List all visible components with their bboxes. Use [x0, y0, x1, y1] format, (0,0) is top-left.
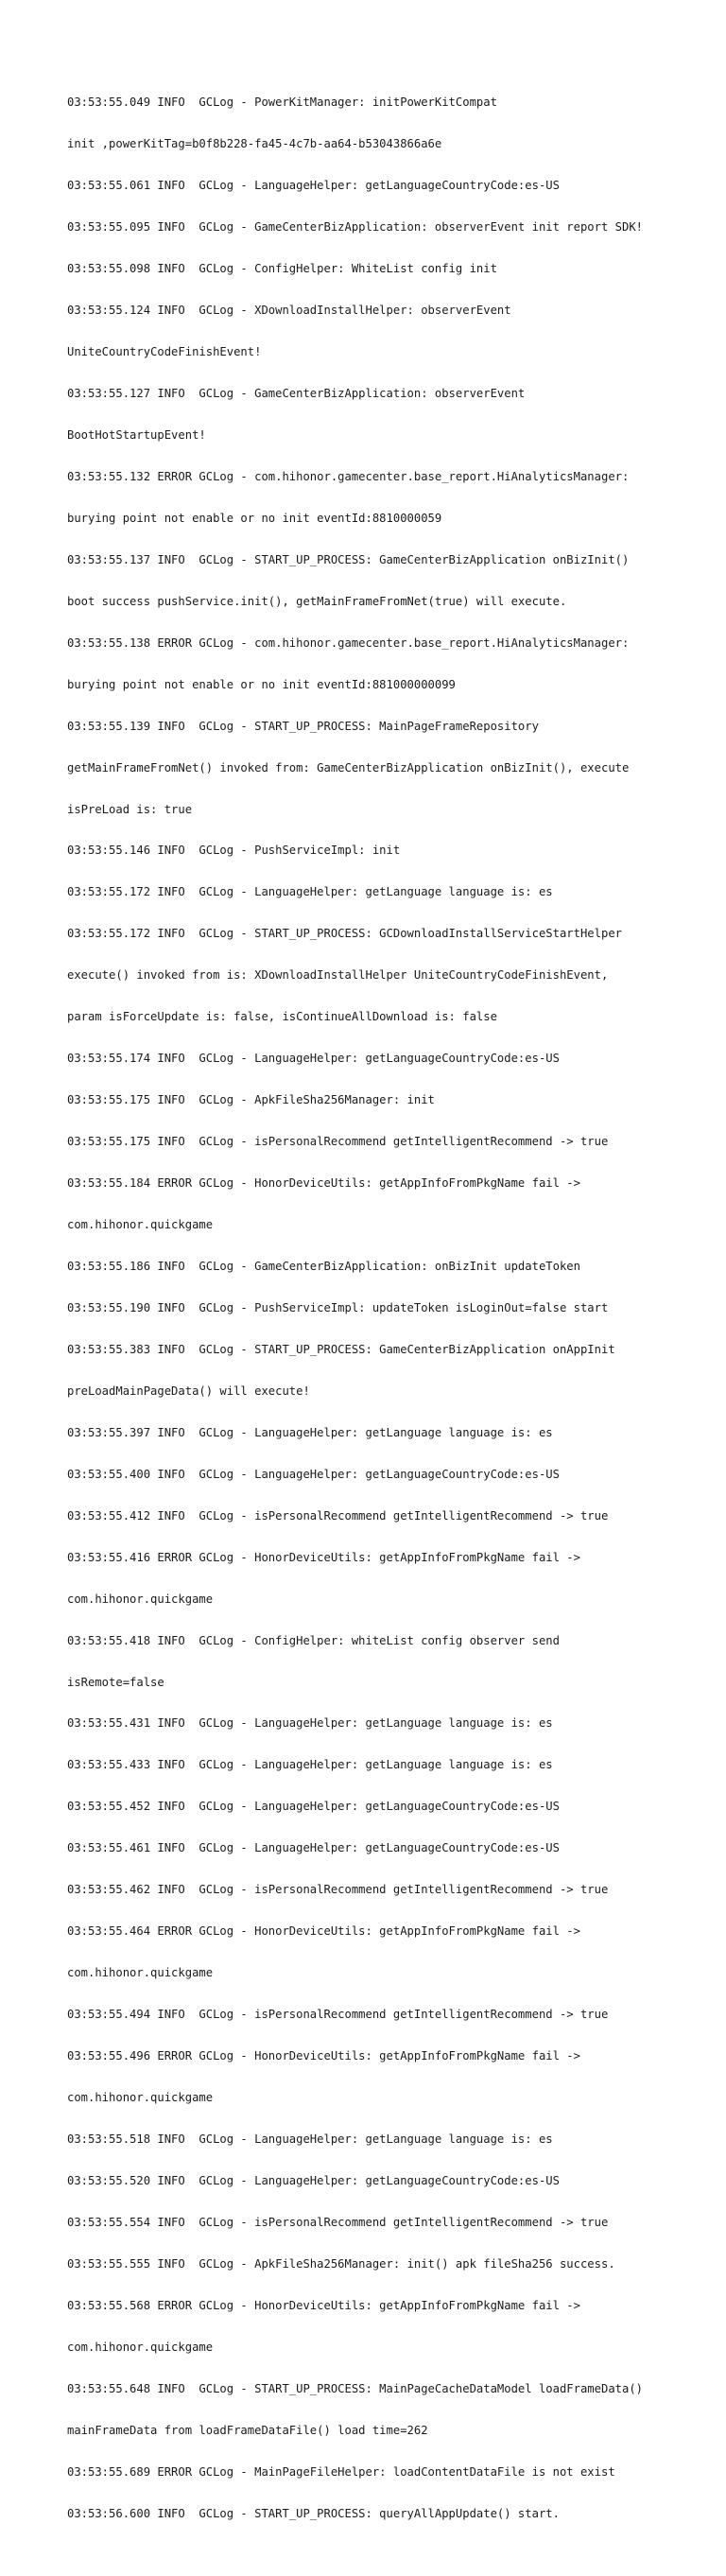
log-line: 03:53:55.098 INFO GCLog - ConfigHelper: WhiteList config init: [67, 262, 497, 276]
log-line: 03:53:55.418 INFO GCLog - ConfigHelper: whiteList config observer send: [67, 1633, 560, 1647]
log-line: 03:53:55.400 INFO GCLog - LanguageHelper: getLanguageCountryCode:es-US: [67, 1467, 560, 1481]
log-line: 03:53:55.172 INFO GCLog - LanguageHelper: getLanguage language is: es: [67, 885, 553, 899]
log-line: 03:53:55.554 INFO GCLog - isPersonalRecommend getIntelligentRecommend -> true: [67, 2215, 609, 2229]
log-line: 03:53:55.518 INFO GCLog - LanguageHelper: getLanguage language is: es: [67, 2132, 553, 2147]
log-line: 03:53:55.568 ERROR GCLog - HonorDeviceUtils: getAppInfoFromPkgName fail ->: [67, 2298, 580, 2312]
log-line: com.hihonor.quickgame: [67, 1592, 214, 1606]
log-line: 03:53:55.095 INFO GCLog - GameCenterBizApplication: observerEvent init report SDK!: [67, 220, 644, 235]
log-line: 03:53:55.461 INFO GCLog - LanguageHelper: getLanguageCountryCode:es-US: [67, 1841, 560, 1855]
log-line: 03:53:55.139 INFO GCLog - START_UP_PROCESS: MainPageFrameRepository: [67, 719, 539, 733]
log-line: 03:53:55.433 INFO GCLog - LanguageHelper: getLanguage language is: es: [67, 1758, 553, 1772]
log-line: com.hihonor.quickgame: [67, 2340, 214, 2354]
log-line: boot success pushService.init(), getMainFrameFromNet(true) will execute.: [67, 594, 567, 608]
log-line: preLoadMainPageData() will execute!: [67, 1384, 310, 1398]
log-document: [67, 68, 710, 2576]
log-line: 03:53:55.124 INFO GCLog - XDownloadInstallHelper: observerEvent: [67, 304, 511, 318]
log-line: 03:53:55.138 ERROR GCLog - com.hihonor.gamecenter.base_report.HiAnalyticsManager:: [67, 635, 630, 650]
log-line: com.hihonor.quickgame: [67, 2091, 214, 2105]
log-line: 03:53:55.146 INFO GCLog - PushServiceImpl: init: [67, 844, 401, 858]
log-line: 03:53:55.397 INFO GCLog - LanguageHelper: getLanguage language is: es: [67, 1425, 553, 1439]
log-line: 03:53:55.132 ERROR GCLog - com.hihonor.gamecenter.base_report.HiAnalyticsManager:: [67, 469, 630, 483]
log-line: 03:53:55.412 INFO GCLog - isPersonalRecommend getIntelligentRecommend -> true: [67, 1508, 609, 1523]
log-line: 03:53:55.186 INFO GCLog - GameCenterBizApplication: onBizInit updateToken: [67, 1260, 580, 1273]
log-line: 03:53:55.689 ERROR GCLog - MainPageFileHelper: loadContentDataFile is not exist: [67, 2464, 615, 2479]
log-line: 03:53:55.049 INFO GCLog - PowerKitManager: initPowerKitCompat: [67, 96, 497, 110]
log-line: [67, 2549, 710, 2563]
log-line: isRemote=false: [67, 1675, 164, 1689]
log-line: 03:53:55.555 INFO GCLog - ApkFileSha256Manager: init() apk fileSha256 success.: [67, 2256, 615, 2271]
log-line: 03:53:55.494 INFO GCLog - isPersonalRecommend getIntelligentRecommend -> true: [67, 2008, 609, 2022]
log-line: 03:53:55.452 INFO GCLog - LanguageHelper: getLanguageCountryCode:es-US: [67, 1800, 560, 1814]
log-line: 03:53:55.416 ERROR GCLog - HonorDeviceUtils: getAppInfoFromPkgName fail ->: [67, 1550, 580, 1564]
log-line: 03:53:55.520 INFO GCLog - LanguageHelper: getLanguageCountryCode:es-US: [67, 2173, 560, 2187]
log-line: 03:53:55.127 INFO GCLog - GameCenterBizApplication: observerEvent: [67, 386, 526, 400]
log-line: mainFrameData from loadFrameDataFile() load time=262: [67, 2423, 428, 2437]
log-line: 03:53:55.496 ERROR GCLog - HonorDeviceUtils: getAppInfoFromPkgName fail ->: [67, 2049, 580, 2063]
log-line: burying point not enable or no init eventId:8810000059: [67, 511, 442, 525]
log-line: getMainFrameFromNet() invoked from: GameCenterBizApplication onBizInit(), execute: [67, 760, 630, 775]
log-line: 03:53:55.061 INFO GCLog - LanguageHelper: getLanguageCountryCode:es-US: [67, 179, 560, 193]
log-line: 03:53:56.600 INFO GCLog - START_UP_PROCESS: queryAllAppUpdate() start.: [67, 2506, 560, 2520]
log-line: execute() invoked from is: XDownloadInstallHelper UniteCountryCodeFinishEvent,: [67, 968, 609, 983]
log-line: 03:53:55.172 INFO GCLog - START_UP_PROCESS: GCDownloadInstallServiceStartHelper: [67, 927, 622, 941]
log-line: 03:53:55.464 ERROR GCLog - HonorDeviceUtils: getAppInfoFromPkgName fail ->: [67, 1924, 580, 1939]
log-line: isPreLoad is: true: [67, 802, 193, 816]
log-line: 03:53:55.462 INFO GCLog - isPersonalRecommend getIntelligentRecommend -> true: [67, 1883, 609, 1897]
log-line: burying point not enable or no init eventId:881000000099: [67, 677, 456, 691]
log-line: 03:53:55.184 ERROR GCLog - HonorDeviceUtils: getAppInfoFromPkgName fail ->: [67, 1176, 580, 1191]
log-line: 03:53:55.175 INFO GCLog - ApkFileSha256Manager: init: [67, 1093, 435, 1107]
log-line: 03:53:55.190 INFO GCLog - PushServiceImpl: updateToken isLoginOut=false start: [67, 1300, 609, 1314]
log-line: 03:53:55.383 INFO GCLog - START_UP_PROCESS: GameCenterBizApplication onAppInit: [67, 1342, 615, 1356]
log-line: 03:53:55.137 INFO GCLog - START_UP_PROCESS: GameCenterBizApplication onBizInit(): [67, 552, 630, 566]
log-line: com.hihonor.quickgame: [67, 1966, 214, 1980]
log-line: init ,powerKitTag=b0f8b228-fa45-4c7b-aa64-b53043866a6e: [67, 137, 442, 151]
log-line: 03:53:55.431 INFO GCLog - LanguageHelper: getLanguage language is: es: [67, 1716, 553, 1731]
log-line: 03:53:55.175 INFO GCLog - isPersonalRecommend getIntelligentRecommend -> true: [67, 1135, 609, 1149]
log-line: BootHotStartupEvent!: [67, 427, 206, 442]
log-line: param isForceUpdate is: false, isContinueAllDownload is: false: [67, 1010, 497, 1024]
log-line: 03:53:55.648 INFO GCLog - START_UP_PROCESS: MainPageCacheDataModel loadFrameData(): [67, 2381, 644, 2395]
log-line: UniteCountryCodeFinishEvent!: [67, 345, 262, 359]
log-line: 03:53:55.174 INFO GCLog - LanguageHelper: getLanguageCountryCode:es-US: [67, 1052, 560, 1066]
log-line: com.hihonor.quickgame: [67, 1218, 214, 1232]
